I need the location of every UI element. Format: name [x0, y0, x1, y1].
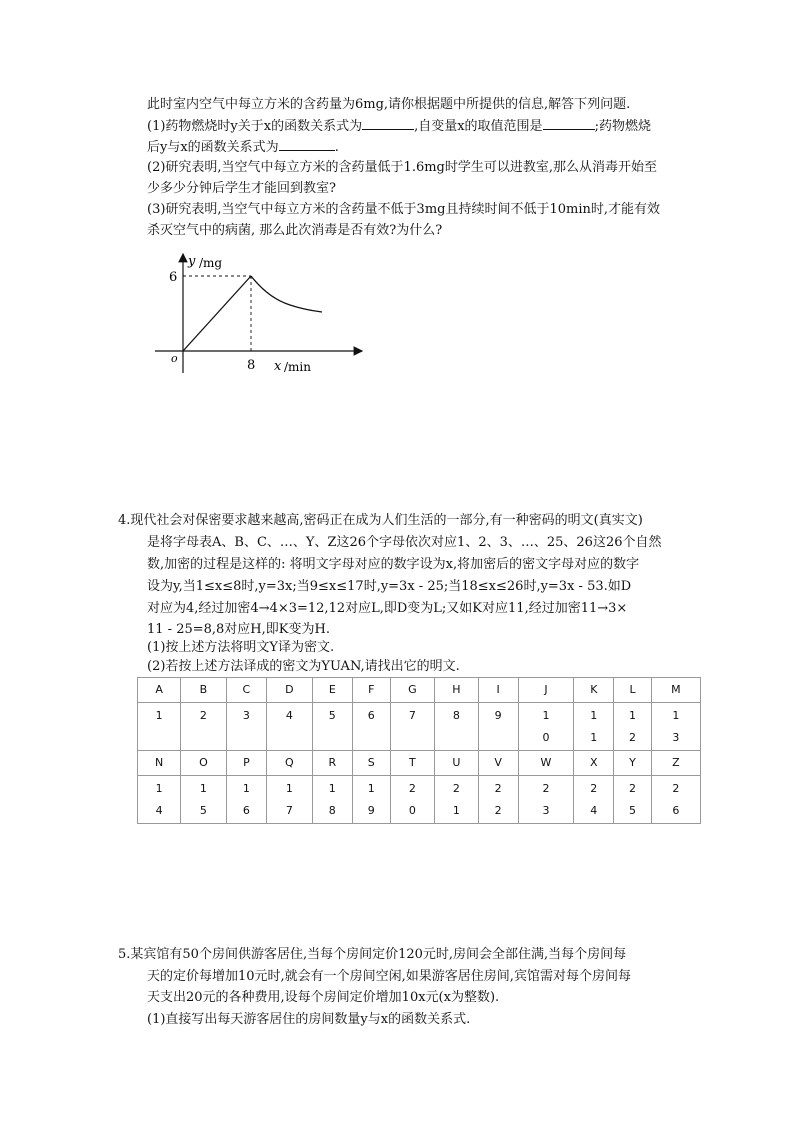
table-cell-digit: 4 [590, 804, 598, 817]
table-cell-digit: 1 [155, 782, 163, 795]
table-cell-letter: N [138, 751, 181, 776]
concentration-graph [150, 248, 370, 378]
answer-blank-2[interactable] [543, 117, 595, 130]
table-cell-digit: 2 [542, 782, 550, 795]
table-cell-digit: 5 [629, 804, 637, 817]
q4-sub2: (2)若按上述方法译成的密文为YUAN,请找出它的明文. [147, 659, 460, 674]
table-cell-letter: T [390, 751, 435, 776]
table-cell-letter: C [226, 678, 267, 703]
table-cell-number [390, 776, 435, 824]
table-cell-number [435, 776, 478, 824]
table-cell-digit: 9 [494, 709, 502, 722]
table-cell-letter: H [435, 678, 478, 703]
table-cell-digit: 8 [452, 709, 460, 722]
table-cell-number [574, 703, 614, 751]
table-cell-digit: 0 [408, 804, 416, 817]
q5-line2: 天的定价每增加10元时,就会有一个房间空闲,如果游客居住房间,宾馆需对每个房间每 [147, 969, 631, 984]
table-cell-digit: 1 [542, 709, 550, 722]
x-axis-label: x [274, 359, 282, 374]
q3-part1-text-e: . [334, 140, 339, 155]
table-cell-digit: 5 [199, 804, 207, 817]
table-row-letters-2 [138, 751, 701, 776]
table-cell-digit: 2 [452, 782, 460, 795]
q3-part1-text-b: ,自变量x的取值范围是 [414, 119, 543, 134]
q3-part2-line2: 少多少分钟后学生才能回到教室? [147, 181, 336, 196]
q3-part3-line2: 杀灭空气中的病菌, 那么此次消毒是否有效?为什么? [147, 223, 443, 238]
table-cell-letter: D [267, 678, 312, 703]
table-cell-digit: 2 [629, 731, 637, 744]
table-cell-letter: E [312, 678, 353, 703]
table-row-numbers-1 [138, 703, 701, 751]
table-cell-digit: 3 [672, 731, 680, 744]
table-cell-number [478, 776, 518, 824]
table-cell-digit: 2 [494, 804, 502, 817]
table-cell-digit: 2 [199, 709, 207, 722]
table-cell-digit: 2 [629, 782, 637, 795]
table-cell-number [478, 703, 518, 751]
table-cell-number [312, 776, 353, 824]
table-cell-letter: M [651, 678, 700, 703]
table-cell-number [181, 703, 226, 751]
linear-segment [183, 276, 251, 351]
table-cell-digit: 1 [629, 709, 637, 722]
table-cell-letter: I [478, 678, 518, 703]
table-cell-digit: 9 [367, 804, 375, 817]
table-cell-digit: 4 [285, 709, 293, 722]
q4-line5: 对应为4,经过加密4→4×3=12,12对应L,即D变为L;又如K对应11,经过加密11→3× [147, 601, 628, 616]
table-cell-letter: P [226, 751, 267, 776]
table-cell-letter: U [435, 751, 478, 776]
q3-part1-line2 [147, 138, 339, 157]
q3-part1-text-a: (1)药物燃烧时y关于x的函数关系式为 [147, 119, 363, 134]
table-cell-letter: A [138, 678, 181, 703]
table-cell-letter: Z [651, 751, 700, 776]
table-cell-letter: L [614, 678, 651, 703]
table-row-letters-1 [138, 678, 701, 703]
table-cell-digit: 1 [452, 804, 460, 817]
table-cell-letter: F [353, 678, 390, 703]
table-cell-number [267, 776, 312, 824]
decay-curve [251, 276, 322, 312]
table-cell-number [518, 776, 574, 824]
table-cell-number [614, 703, 651, 751]
x-tick-label: 8 [247, 358, 256, 373]
table-cell-letter: B [181, 678, 226, 703]
table-cell-number [518, 703, 574, 751]
q4-line4: 设为y,当1≤x≤8时,y=3x;当9≤x≤17时,y=3x - 25;当18≤x≤26时,y=3x - 53.如D [147, 579, 632, 594]
table-cell-number [651, 776, 700, 824]
table-cell-number [138, 703, 181, 751]
table-cell-number [226, 776, 267, 824]
table-cell-digit: 6 [672, 804, 680, 817]
table-cell-number [138, 776, 181, 824]
table-cell-number [614, 776, 651, 824]
q5-line3: 天支出20元的各种费用,设每个房间定价增加10x元(x为整数). [147, 990, 500, 1005]
table-cell-number [312, 703, 353, 751]
table-cell-number [435, 703, 478, 751]
table-cell-digit: 3 [542, 804, 550, 817]
cipher-table [137, 677, 701, 824]
table-cell-number [574, 776, 614, 824]
table-cell-digit: 6 [367, 709, 375, 722]
table-cell-number [181, 776, 226, 824]
table-cell-letter: K [574, 678, 614, 703]
answer-blank-1[interactable] [362, 117, 414, 130]
table-cell-digit: 6 [242, 804, 250, 817]
table-cell-digit: 1 [328, 782, 336, 795]
table-cell-letter: G [390, 678, 435, 703]
table-cell-letter: R [312, 751, 353, 776]
y-axis-unit: /mg [199, 256, 223, 270]
q3-part3-line1: (3)研究表明,当空气中每立方米的含药量不低于3mg且持续时间不低于10min时,才能有效 [147, 202, 660, 217]
table-cell-number [353, 703, 390, 751]
y-tick-label: 6 [169, 270, 178, 285]
table-cell-digit: 1 [285, 782, 293, 795]
q5-line1: 5.某宾馆有50个房间供游客居住,当每个房间定价120元时,房间会全部住满,当每个房间每 [118, 947, 627, 962]
table-cell-digit: 1 [590, 731, 598, 744]
q3-intro: 此时室内空气中每立方米的含药量为6mg,请你根据题中所提供的信息,解答下列问题. [147, 97, 631, 112]
table-cell-letter: Q [267, 751, 312, 776]
table-row-numbers-2 [138, 776, 701, 824]
table-cell-letter: J [518, 678, 574, 703]
table-cell-letter: X [574, 751, 614, 776]
table-cell-digit: 1 [367, 782, 375, 795]
table-cell-digit: 7 [285, 804, 293, 817]
table-cell-digit: 1 [155, 709, 163, 722]
x-axis-unit: /min [284, 360, 311, 374]
table-cell-letter: O [181, 751, 226, 776]
table-cell-digit: 1 [199, 782, 207, 795]
table-cell-letter: W [518, 751, 574, 776]
table-cell-number [651, 703, 700, 751]
table-cell-digit: 1 [672, 709, 680, 722]
table-cell-number [226, 703, 267, 751]
table-cell-number [353, 776, 390, 824]
q3-part1-line1 [147, 117, 651, 136]
table-cell-digit: 2 [494, 782, 502, 795]
q4-line3: 数,加密的过程是这样的: 将明文字母对应的数字设为x,将加密后的密文字母对应的数字 [147, 557, 640, 572]
table-cell-letter: Y [614, 751, 651, 776]
table-cell-digit: 1 [242, 782, 250, 795]
table-cell-letter: S [353, 751, 390, 776]
q3-part1-text-d: 后y与x的函数关系式为 [147, 140, 279, 155]
q5-sub1: (1)直接写出每天游客居住的房间数量y与x的函数关系式. [147, 1012, 471, 1027]
table-cell-number [390, 703, 435, 751]
table-cell-digit: 1 [590, 709, 598, 722]
q4-line1: 4.现代社会对保密要求越来越高,密码正在成为人们生活的一部分,有一种密码的明文(真实文) [118, 513, 643, 528]
q3-part1-text-c: ;药物燃烧 [594, 119, 651, 134]
y-axis-label: y [188, 254, 196, 269]
q3-part2-line1: (2)研究表明,当空气中每立方米的含药量低于1.6mg时学生可以进教室,那么从消毒开始至 [147, 160, 658, 175]
q4-line2: 是将字母表A、B、C、…、Y、Z这26个字母依次对应1、2、3、…、25、26这26个自然 [147, 535, 662, 550]
q4-line6: 11 - 25=8,8对应H,即K变为H. [147, 622, 330, 637]
table-cell-digit: 2 [590, 782, 598, 795]
origin-label: o [171, 352, 178, 365]
table-cell-digit: 3 [242, 709, 250, 722]
table-cell-digit: 8 [328, 804, 336, 817]
answer-blank-3[interactable] [279, 138, 335, 151]
table-cell-digit: 2 [408, 782, 416, 795]
table-cell-digit: 0 [542, 731, 550, 744]
table-cell-letter: V [478, 751, 518, 776]
table-cell-digit: 5 [328, 709, 336, 722]
q4-sub1: (1)按上述方法将明文Y译为密文. [147, 640, 335, 655]
table-cell-digit: 7 [408, 709, 416, 722]
table-cell-digit: 4 [155, 804, 163, 817]
table-cell-number [267, 703, 312, 751]
table-cell-digit: 2 [672, 782, 680, 795]
